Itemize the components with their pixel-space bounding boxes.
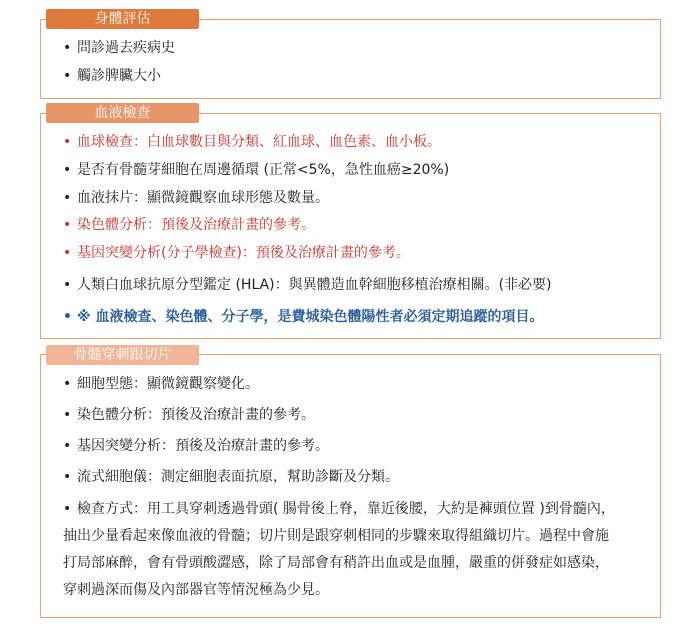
section-title-body-assessment: 身體評估 xyxy=(46,9,199,29)
list-item: • 細胞型態：顯微鏡觀察變化。 xyxy=(63,376,259,392)
section-body-assessment xyxy=(40,19,661,99)
list-item: • 染色體分析：預後及治療計畫的參考。 xyxy=(63,407,315,423)
list-item: • 流式細胞儀：測定細胞表面抗原，幫助診斷及分類。 xyxy=(63,469,399,485)
section-title-blood-test: 血液檢查 xyxy=(46,103,199,123)
list-item: • 基因突變分析(分子學檢查)：預後及治療計畫的參考。 xyxy=(63,245,410,261)
list-item: • 是否有骨髓芽細胞在周邊循環 (正常<5%，急性血癌≥20%) xyxy=(63,162,450,178)
list-item: • 人類白血球抗原分型鑑定 (HLA)：與異體造血幹細胞移植治療相關。(非必要) xyxy=(63,277,552,293)
list-item: • 基因突變分析：預後及治療計畫的參考。 xyxy=(63,438,329,454)
list-item: • 檢查方式：用工具穿刺透過骨頭( 腸骨後上脊，靠近後腰，大約是褲頭位置 )到骨髓內，抽出少量看起來像血液的骨髓；切片則是跟穿刺相同的步驟來取得組織切片。過程中會施打局部麻醉，會有骨頭酸澀感，除了局部會有稍許出血或是血腫，嚴重的併發症如感染，穿刺過深而傷及內部器官等情況極為少見。 xyxy=(63,501,615,598)
list-item: • 染色體分析：預後及治療計畫的參考。 xyxy=(63,217,315,233)
list-item: • 觸診脾臟大小 xyxy=(63,68,161,84)
section-bone-marrow xyxy=(40,354,661,618)
list-item: • 血球檢查：白血球數目與分類、紅血球、血色素、血小板。 xyxy=(63,134,441,150)
section-blood-test xyxy=(40,113,661,339)
list-item: • ※ 血液檢查、染色體、分子學，是費城染色體陽性者必須定期追蹤的項目。 xyxy=(63,309,544,325)
section-title-bone-marrow: 骨髓穿刺跟切片 xyxy=(46,345,199,365)
list-item: • 問診過去疾病史 xyxy=(63,40,175,56)
list-item: • 血液抹片：顯微鏡觀察血球形態及數量。 xyxy=(63,190,329,206)
